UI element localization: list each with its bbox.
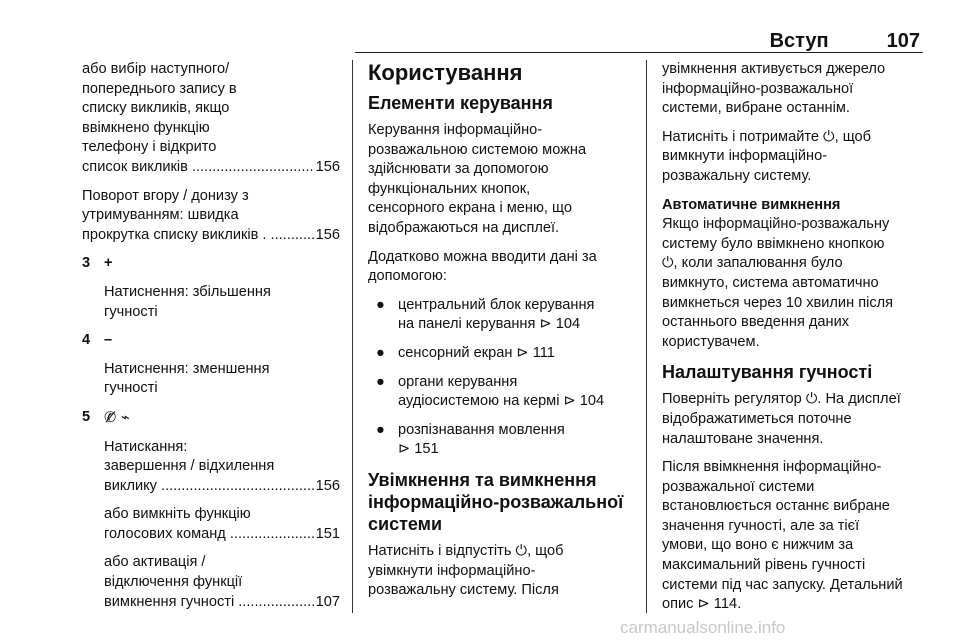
paragraph-turn-off: Натисніть і потримайте ⏻, щоб вимкнути інформаційно- розважальну систему. (662, 128, 872, 184)
watermark: carmanualsonline.info (620, 618, 786, 637)
paragraph-auto-off: Якщо інформаційно-розважальну систему було ввімкнено кнопкою ⏻, коли запалювання було вимкнуто, система автоматично вимкнеться через 10 хвилин після останнього введення даних користувачем. (662, 216, 894, 350)
bullet-icon: ● (376, 344, 385, 361)
paragraph-input: Додатково можна вводити дані за допомогою: (368, 248, 597, 285)
column-2 (368, 60, 633, 610)
heading-volume: Налаштування гучності (662, 362, 873, 383)
item-5: 5 ✆̸ ⌁ Натискання: завершення / відхилення виклику ..... 156 або вимкніть функцію голосових команд ..... 151 або активація / відключення функції вимкнення гучності ..... 107 (104, 408, 340, 612)
item-4: 4 – Натиснення: зменшення гучності (82, 332, 270, 397)
header-rule (355, 52, 923, 53)
column-divider-1 (352, 60, 353, 613)
toc-entry: прокрутка списку викликів . ..... 156 (82, 226, 340, 246)
list-item: ● центральний блок керування на панелі керування ⊳ 104 (376, 296, 595, 333)
column-3 (662, 60, 932, 624)
section-title: Вступ (769, 30, 829, 52)
paragraph-next-prev: або вибір наступного/ попереднього запису в списку викликів, якщо ввімкнено функцію телефону і відкрито список викликів ..... 156 (82, 60, 340, 178)
heading-auto-off: Автоматичне вимкнення (662, 196, 841, 213)
bullet-icon: ● (376, 373, 385, 390)
toc-entry: вимкнення гучності ..... 107 (104, 593, 340, 613)
paragraph-scroll: Поворот вгору / донизу з утримуванням: швидка прокрутка списку викликів . ..... 156 (82, 187, 340, 246)
page-number: 107 (886, 30, 920, 52)
list-item: ● розпізнавання мовлення ⊳ 151 (376, 421, 565, 458)
heading-usage: Користування (368, 60, 523, 85)
plus-symbol: + (104, 255, 113, 272)
bullet-icon: ● (376, 296, 385, 313)
paragraph-volume-knob: Поверніть регулятор ⏻. На дисплеї відображатиметься поточне налаштоване значення. (662, 391, 901, 447)
item-3: 3 + Натиснення: збільшення гучності (82, 255, 271, 320)
heading-on-off: Увімкнення та вимкнення інформаційно-розважальної системи (368, 469, 624, 534)
toc-entry: голосових команд ..... 151 (104, 525, 340, 545)
bullet-icon: ● (376, 421, 385, 438)
paragraph-controls: Керування інформаційно- розважальною системою можна здійснювати за допомогою функціональних кнопок, сенсорного екрана і меню, що відображаються на дисплеї. (368, 122, 587, 236)
heading-controls: Елементи керування (368, 93, 553, 113)
column-1 (82, 60, 340, 621)
paragraph-turn-on: Натисніть і відпустіть ⏻, щоб увімкнути інформаційно- розважальну систему. Після (368, 542, 564, 599)
paragraph-source: увімкнення активується джерело інформаційно-розважальної системи, вибране останнім. (662, 61, 886, 117)
paragraph-volume-startup: Після ввімкнення інформаційно- розважальної системи встановлюється останнє вибране значення гучності, але за тієї умови, що воно є нижчим за максимальний рівень гучності системи під час запуску. Детальний опис ⊳ 114. (662, 459, 903, 613)
minus-symbol: – (104, 332, 113, 349)
list-item: ● органи керування аудіосистемою на кермі ⊳ 104 (376, 373, 605, 410)
toc-entry: список викликів ..... 156 (82, 158, 340, 178)
voice-call-end-icon: ✆̸ ⌁ (104, 408, 130, 426)
list-item: ● сенсорний екран ⊳ 111 (368, 344, 633, 364)
input-methods-list (368, 296, 633, 460)
column-divider-2 (646, 60, 647, 613)
page-header (355, 30, 920, 52)
toc-entry: виклику ..... 156 (104, 477, 340, 497)
